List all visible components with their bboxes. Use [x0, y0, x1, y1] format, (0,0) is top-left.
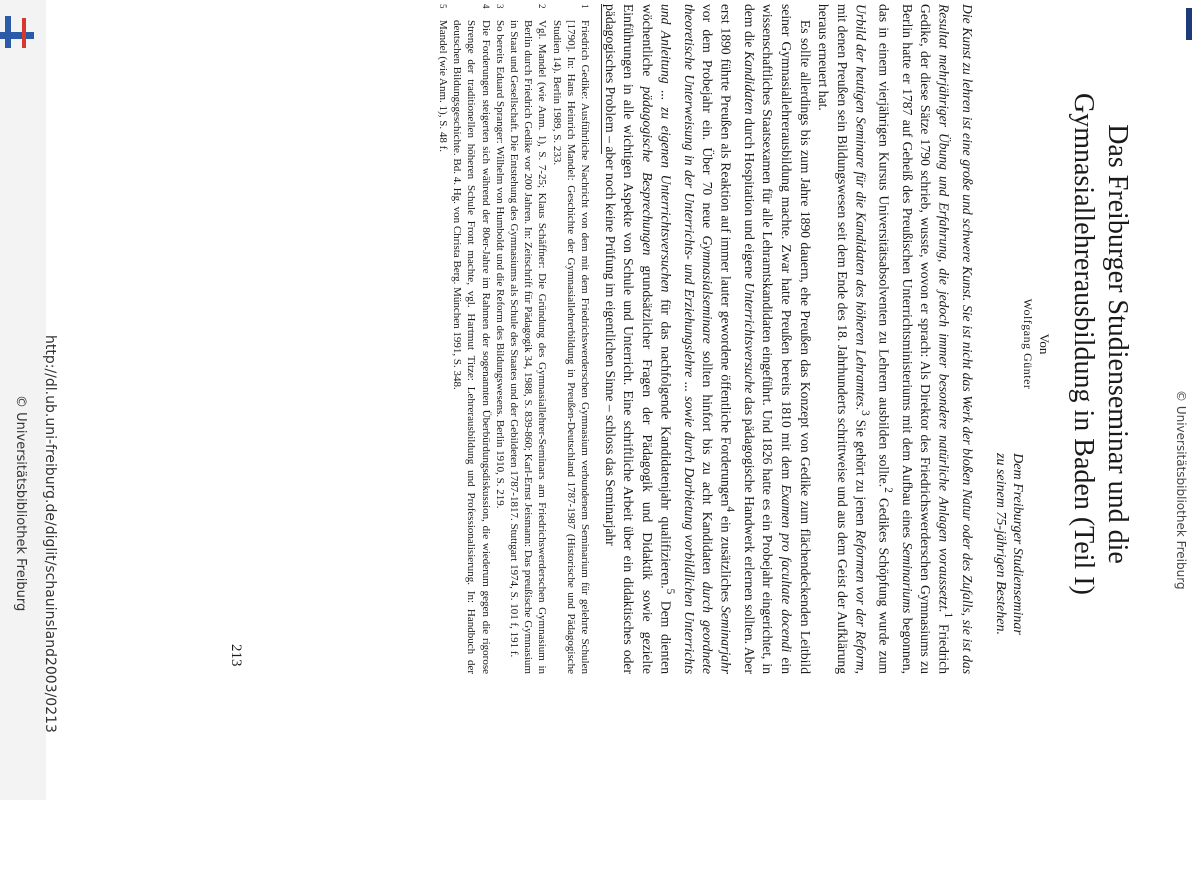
copyright-notice: © Universitätsbibliothek Freiburg — [13, 395, 28, 612]
term-italic: Seminarjahr — [718, 606, 734, 675]
text-run: Sie gehört zu jenen — [853, 415, 869, 530]
footnote-divider — [601, 4, 602, 154]
paragraph-1 — [814, 4, 976, 674]
right-copyright-notice: © Universitätsbibliothek Freiburg — [1174, 390, 1188, 590]
footnote-4 — [450, 4, 493, 674]
text-run: Dem dienten wöchentliche — [639, 4, 674, 674]
article-title-line-2: Gymnasiallehrerausbildung in Baden (Teil I) — [1068, 93, 1099, 595]
rotated-page — [164, 0, 1197, 754]
library-logo-icon — [0, 14, 40, 50]
footnote-number: 2 — [537, 4, 548, 9]
dedication-line-2: zu seinem 75-jährigen Bestehen. — [993, 453, 1008, 635]
footnote-ref: 5 — [663, 588, 676, 595]
article-header — [1020, 24, 1134, 664]
footnote-ref: 4 — [724, 506, 737, 513]
footnote-text: Friedrich Gedike: Ausführliche Nachricht von dem mit dem Friedrichswerderschen Gymnasium verbundenem Seminarium für gelehrte Schulen [1790]. In: Hans Heinrich Mandel: Geschichte der Gymnasiallehrerbildung in Preußen-Deutschland 1787-1987 (Historische und Pädagogische Studien 14). Berlin 1989, S. 233. — [550, 20, 591, 674]
term-italic: Kandidaten — [741, 51, 757, 115]
by-label: Von — [1037, 333, 1052, 355]
text-run: , mit denen Preußen sein Bildungswesen seit dem Ende des 18. Jahrhunderts schrittweise und aus dem Geist der Aufklärung heraus erneuert hat. — [816, 4, 869, 674]
text-run: . — [853, 406, 869, 411]
author-name: Wolfgang Günter — [1021, 298, 1035, 390]
text-run: für das nachfolgende Kandidatenjahr qualifizieren. — [658, 292, 674, 589]
footnotes — [436, 4, 592, 674]
article-title-line-1: Das Freiburger Studienseminar und die — [1102, 124, 1133, 564]
dedication — [992, 394, 1026, 694]
footnote-number: 1 — [580, 4, 590, 9]
footnote-5 — [436, 4, 450, 674]
footnote-text: Vgl. Mandel (wie Anm. 1), S. 7-25; Klaus Schäffner: Die Gründung des Gymnasiallehrer-Seminars am Friedrichswerderschen Gymnasium in Berlin durch Friedrich Gedike vor 200 Jahren. In: Zeitschrift für Pädagogik 34, 1988, S. 839-860; Karl-Ernst Jeismann: Das preußische Gymnasium in Staat und Gesellschaft. Die Entstehung des Gymnasiums als Schule des Staates und der Gebildeten 1787-1817. Stuttgart 1974, S. 101 f, 191 f. — [507, 20, 549, 674]
footnote-text: Mandel (wie Anm. 1), S. 48 f. — [436, 20, 449, 152]
footnote-3 — [493, 4, 507, 674]
footnote-text: So bereits Eduard Spranger: Wilhelm von Humboldt und die Reform des Bildungswesens. Berlin 1910, S. 219. — [493, 20, 506, 509]
footnote-ref: 3 — [858, 410, 871, 416]
footnote-ref: 1 — [942, 612, 955, 619]
text-run: vor dem Probejahr ein. Über 70 neue — [700, 4, 716, 236]
text-run: ein zusätzliches — [718, 512, 734, 607]
footnote-1 — [549, 4, 592, 674]
term-italic: Gymnasialseminare — [700, 235, 716, 344]
text-run: Gedikes Schöpfung wurde zum — [876, 492, 892, 674]
text-run: ein wissenschaftliches Staatsexamen für alle Lehramtskandidaten eingeführt. Und 1826 hatte es ein Probejahr eingerichtet, in dem die — [741, 4, 795, 674]
footnote-number: 3 — [494, 4, 505, 9]
body-text — [600, 4, 976, 674]
dedication-line-1: Dem Freiburger Studienseminar — [1010, 453, 1025, 635]
term-italic: pädagogische Besprechungen — [639, 86, 655, 256]
document-page — [164, 0, 1197, 754]
text-run: durch Hospitation und eigene — [741, 114, 757, 283]
footnote-2 — [507, 4, 550, 674]
quote-italic: Die Kunst zu lehren ist eine große und schwere Kunst. Sie ist nicht das Werk der bloßen Natur oder des Zufalls, sie ist das Resultat mehrjähriger Übung und Erfahrung, die jedoch immer besondere natürliche Anlagen voraussetzt. — [936, 4, 975, 674]
footnote-number: 4 — [480, 4, 491, 9]
text-run: das pädagogische Handwerk erlernen sollten. Aber erst 1890 führte Preußen als Reaktion auf immer lauter gewordene öffentliche Forderungen — [718, 4, 757, 674]
term-italic: Seminariums — [899, 542, 915, 614]
paragraph-2 — [600, 4, 814, 674]
quote-italic: durch geordnete theoretische Unterweisung in der Unterrichts- und Erziehungslehre ... sowie durch Darbietung vorbildlichen Unterrichts und Anleitung ... zu eigenen Unterrichtsversuchen — [658, 4, 716, 674]
text-run: Friedrich Gedike, der diese Sätze 1790 schrieb, wusste, wovon er sprach: Als Direktor des Friedrichswerderschen Gymnasiums zu Berlin hatte er 1787 auf Geheiß des Preußischen Unterrichtsministeriums mit dem Aufbau eines — [899, 4, 952, 674]
footnote-ref: 2 — [882, 487, 895, 493]
page-number: 213 — [228, 644, 244, 667]
term-italic: Reformen vor der Reform — [853, 529, 869, 671]
text-run: grundsätzlicher Fragen der Pädagogik und Didaktik sowie gezielte Einführungen in alle wichtigen Aspekte von Schule und Unterricht. Eine schriftliche Arbeit über ein didaktisches oder pädagogisches Problem – aber noch keine Prüfung im eigentlichen Sinne – schloss das Seminarjahr — [602, 4, 655, 675]
text-run: begonnen, das in einem vierjährigen Kursus Universitätsabsolventen zu Lehrern ausbilden sollte. — [876, 4, 915, 674]
source-url: http://dl.ub.uni-freiburg.de/diglit/schauinsland2003/0213 — [42, 335, 58, 733]
term-italic: Urbild der heutigen Seminare für die Kandidaten des höheren Lehramtes — [853, 4, 869, 407]
footnote-text: Die Forderungen steigerten sich während der 80er-Jahre im Rahmen der sogenannten Überbürdungsdiskussion, die wiederum gegen die rigorose Strenge der traditionellen höheren Schule Front machte, vgl. Hartmut Titze: Lehrerausbildung und Professionalisierung. In: Handbuch der deutschen Bildungsgeschichte. Bd. 4. Hg. von Christa Berg. München 1991, S. 348. — [451, 20, 492, 674]
text-run: Es sollte allerdings bis zum Jahre 1890 dauern, ehe Preußen das Konzept von Gedike zum flächendeckenden Leitbild seiner Gymnasiallehrerausbildung machte. Zwar hatte Preußen bereits 1810 mit dem — [779, 4, 813, 674]
term-italic: Examen pro facultate docendi — [779, 484, 795, 653]
text-run: sollten hinfort bis zu acht Kandidaten — [700, 343, 716, 582]
footnote-number: 5 — [437, 4, 448, 9]
term-italic: Unterrichtsversuche — [741, 282, 757, 394]
